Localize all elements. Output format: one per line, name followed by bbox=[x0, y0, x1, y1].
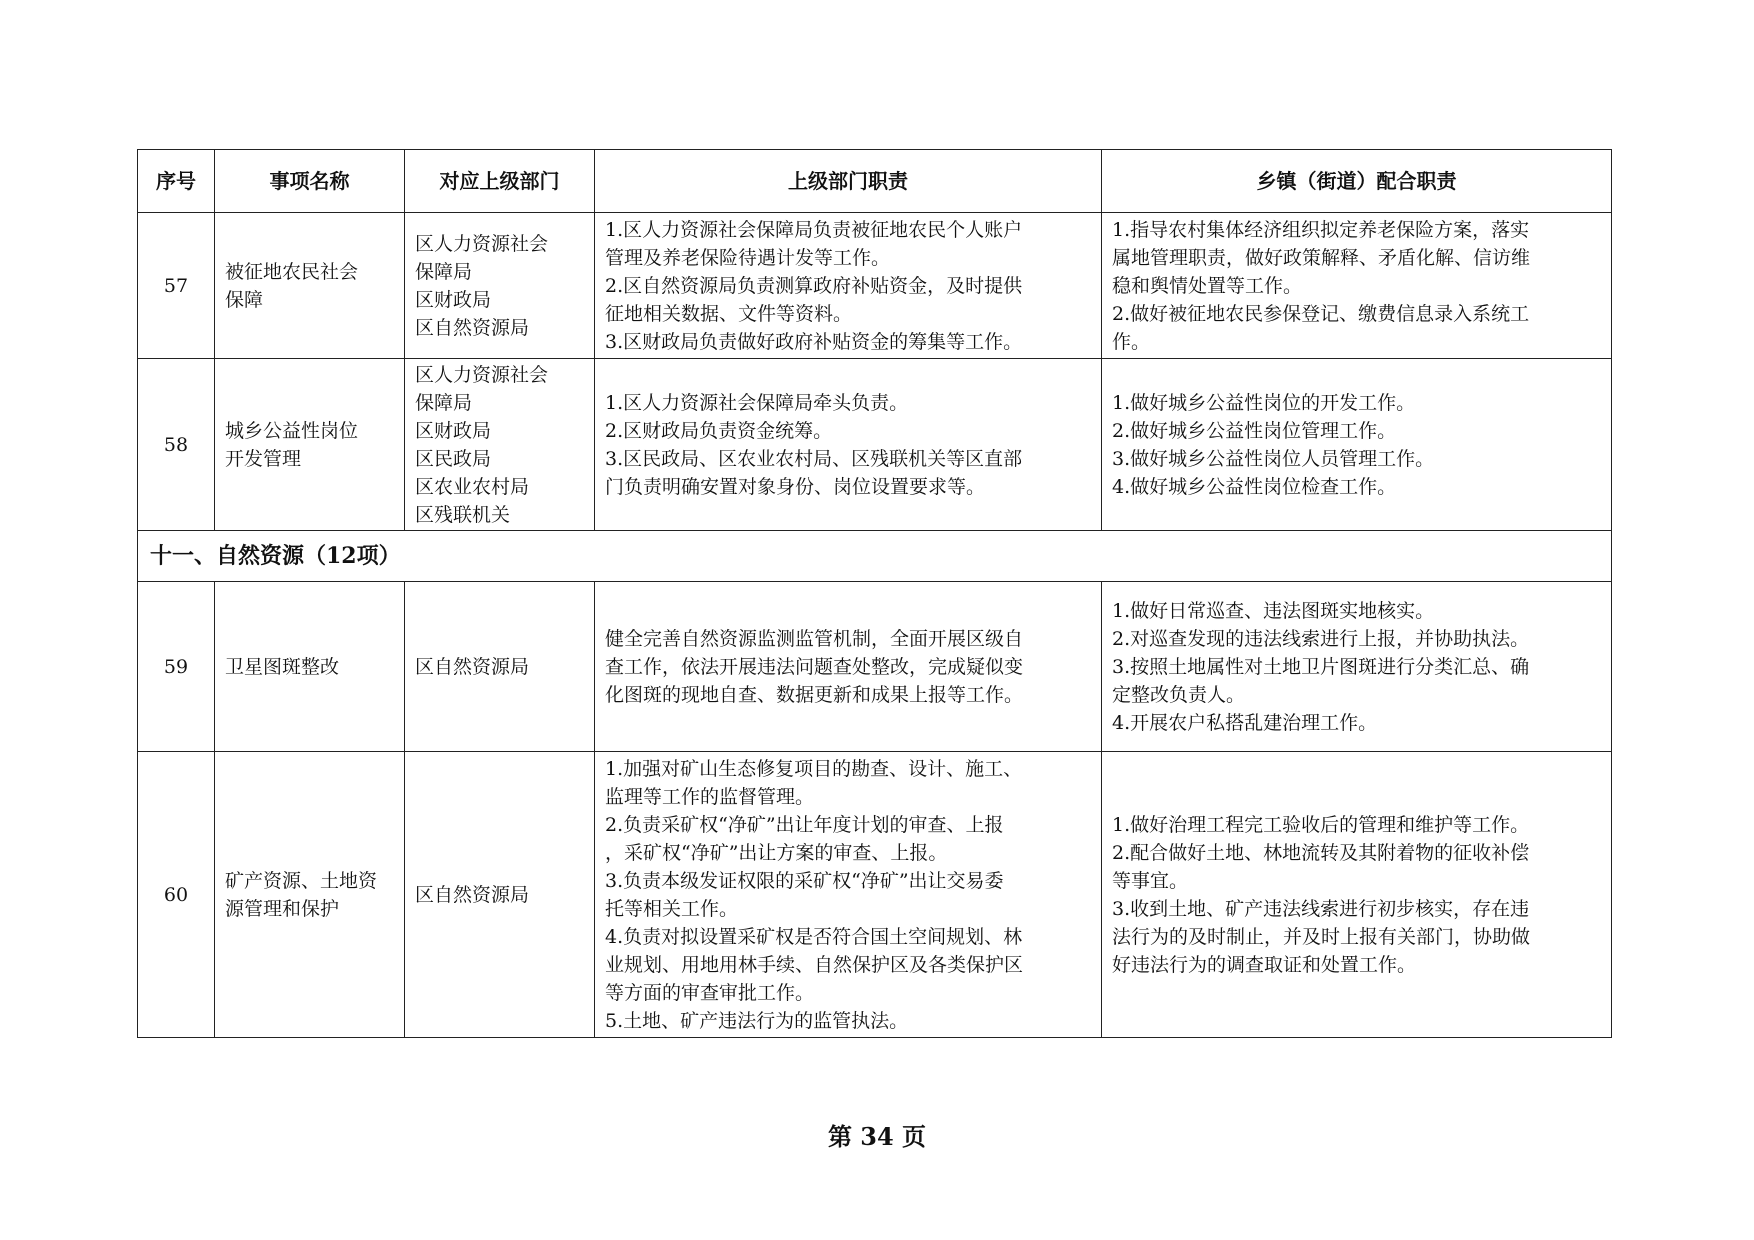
table-row bbox=[138, 582, 1612, 752]
town-duties: 1.做好日常巡查、违法图斑实地核实。 2.对巡查发现的违法线索进行上报，并协助执法。 3.按照土地属性对土地卫片图斑进行分类汇总、确 定整改负责人。 4.开展农户私搭乱建治理工作。 bbox=[1102, 582, 1612, 752]
header-town-duties: 乡镇（街道）配合职责 bbox=[1102, 150, 1612, 213]
header-upper-duties: 上级部门职责 bbox=[595, 150, 1102, 213]
town-duties: 1.做好治理工程完工验收后的管理和维护等工作。 2.配合做好土地、林地流转及其附着物的征收补偿 等事宜。 3.收到土地、矿产违法线索进行初步核实，存在违 法行为的及时制止，并及时上报有关部门，协助做 好违法行为的调查取证和处置工作。 bbox=[1102, 752, 1612, 1038]
upper-duties: 健全完善自然资源监测监管机制，全面开展区级自 查工作，依法开展违法问题查处整改，完成疑似变 化图斑的现地自查、数据更新和成果上报等工作。 bbox=[595, 582, 1102, 752]
town-duties: 1.指导农村集体经济组织拟定养老保险方案，落实 属地管理职责，做好政策解释、矛盾化解、信访维 稳和舆情处置等工作。 2.做好被征地农民参保登记、缴费信息录入系统工 作。 bbox=[1102, 213, 1612, 359]
department-list: 区自然资源局 bbox=[405, 582, 595, 752]
department-list: 区自然资源局 bbox=[405, 752, 595, 1038]
page-number: 第 34 页 bbox=[827, 1122, 927, 1151]
department-list: 区人力资源社会 保障局 区财政局 区民政局 区农业农村局 区残联机关 bbox=[405, 359, 595, 531]
header-department: 对应上级部门 bbox=[405, 150, 595, 213]
row-number: 60 bbox=[138, 752, 215, 1038]
item-name: 矿产资源、土地资 源管理和保护 bbox=[215, 752, 405, 1038]
table-row bbox=[138, 752, 1612, 1038]
item-name: 卫星图斑整改 bbox=[215, 582, 405, 752]
item-name: 城乡公益性岗位 开发管理 bbox=[215, 359, 405, 531]
row-number: 59 bbox=[138, 582, 215, 752]
header-row bbox=[138, 150, 1612, 213]
row-number: 57 bbox=[138, 213, 215, 359]
upper-duties: 1.加强对矿山生态修复项目的勘查、设计、施工、 监理等工作的监督管理。 2.负责采矿权“净矿”出让年度计划的审查、上报 ，采矿权“净矿”出让方案的审查、上报。 3.负责本级发证权限的采矿权“净矿”出让交易委 托等相关工作。 4.负责对拟设置采矿权是否符合国土空间规划、林 业规划、用地用林手续、自然保护区及各类保护区 等方面的审查审批工作。 5.土地、矿产违法行为的监管执法。 bbox=[595, 752, 1102, 1038]
row-number: 58 bbox=[138, 359, 215, 531]
upper-duties: 1.区人力资源社会保障局牵头负责。 2.区财政局负责资金统筹。 3.区民政局、区农业农村局、区残联机关等区直部 门负责明确安置对象身份、岗位设置要求等。 bbox=[595, 359, 1102, 531]
duties-table bbox=[137, 149, 1612, 1038]
department-list: 区人力资源社会 保障局 区财政局 区自然资源局 bbox=[405, 213, 595, 359]
header-no: 序号 bbox=[138, 150, 215, 213]
town-duties: 1.做好城乡公益性岗位的开发工作。 2.做好城乡公益性岗位管理工作。 3.做好城乡公益性岗位人员管理工作。 4.做好城乡公益性岗位检查工作。 bbox=[1102, 359, 1612, 531]
header-name: 事项名称 bbox=[215, 150, 405, 213]
item-name: 被征地农民社会 保障 bbox=[215, 213, 405, 359]
table-row bbox=[138, 359, 1612, 531]
section-title: 十一、自然资源（12项） bbox=[138, 531, 1612, 582]
table-row bbox=[138, 213, 1612, 359]
upper-duties: 1.区人力资源社会保障局负责被征地农民个人账户 管理及养老保险待遇计发等工作。 2.区自然资源局负责测算政府补贴资金，及时提供 征地相关数据、文件等资料。 3.区财政局负责做好政府补贴资金的筹集等工作。 bbox=[595, 213, 1102, 359]
section-row bbox=[138, 531, 1612, 582]
